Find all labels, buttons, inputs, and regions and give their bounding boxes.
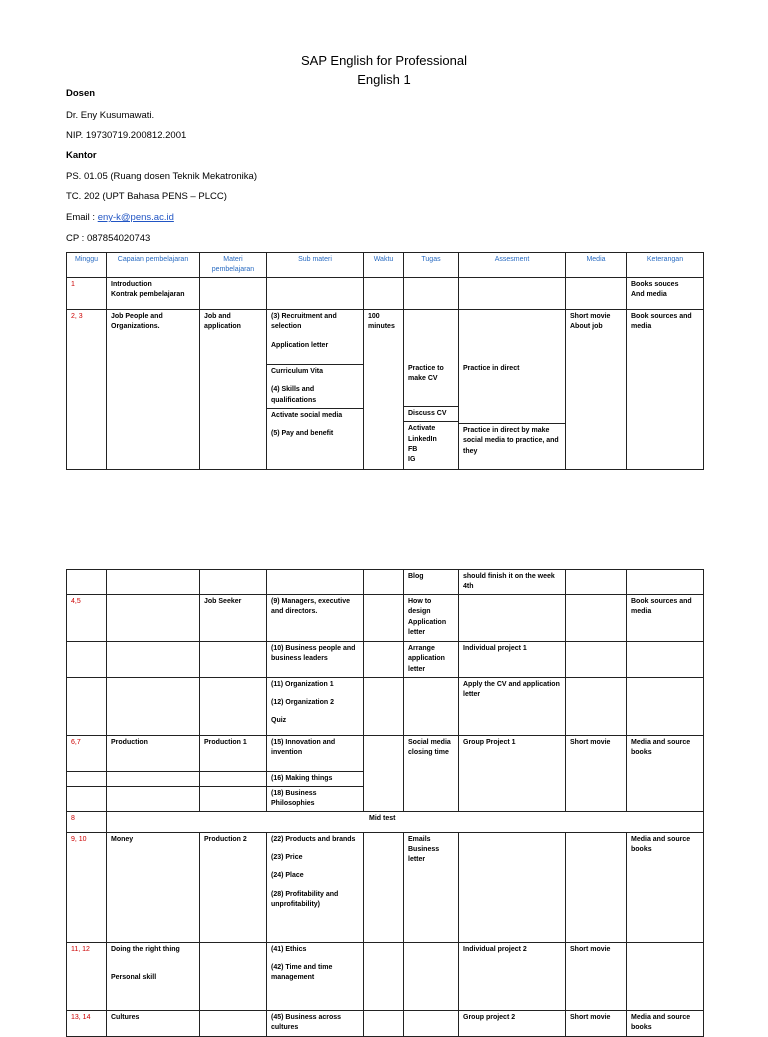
- sub-materi-cell: (18) Business Philosophies: [267, 786, 364, 811]
- table-row: [67, 310, 704, 470]
- capaian-line: Kontrak pembelajaran: [111, 291, 185, 299]
- table-row: [67, 278, 704, 310]
- email-line: [66, 212, 174, 223]
- nip-text: NIP. 19730719.200812.2001: [66, 130, 187, 141]
- sub-materi-item: (4) Skills and qualifications: [271, 386, 317, 404]
- keterangan-cell: Media and source books: [627, 833, 704, 943]
- sub-materi-cell: [267, 943, 364, 1011]
- header-tugas: Tugas: [404, 253, 459, 278]
- capaian-cell: [107, 278, 200, 310]
- capaian-cell: Cultures: [107, 1011, 200, 1037]
- sub-materi-cell: [267, 310, 364, 470]
- assesment-cell: Individual project 1: [459, 642, 566, 677]
- table-row: [67, 812, 704, 833]
- sub-materi-item: Quiz: [271, 716, 287, 724]
- week-cell: 8: [67, 812, 107, 833]
- week-cell: 4,5: [67, 595, 107, 642]
- document-title: SAP English for Professional: [301, 53, 467, 68]
- mid-test-cell: [107, 812, 704, 833]
- week-cell: 9, 10: [67, 833, 107, 943]
- assesment-cell: Apply the CV and application letter: [459, 677, 566, 735]
- table-header-row: [67, 253, 704, 278]
- assesment-item: Practice in direct: [463, 365, 520, 373]
- assesment-cell: Individual project 2: [459, 943, 566, 1011]
- header-assesment: Assesment: [459, 253, 566, 278]
- tugas-cell: How to design Application letter: [404, 595, 459, 642]
- sub-materi-item: (11) Organization 1: [271, 680, 334, 688]
- sub-materi-cell: (15) Innovation and invention: [267, 735, 364, 771]
- header-waktu: Waktu: [364, 253, 404, 278]
- table-row: [67, 735, 704, 771]
- sub-materi-cell: (45) Business across cultures: [267, 1011, 364, 1037]
- document-subtitle: English 1: [357, 72, 411, 87]
- table-row: [67, 677, 704, 735]
- dosen-name: Dr. Eny Kusumawati.: [66, 110, 155, 121]
- keterangan-cell: Media and source books: [627, 1011, 704, 1037]
- week-cell: 6,7: [67, 735, 107, 771]
- room-1: PS. 01.05 (Ruang dosen Teknik Mekatronika): [66, 171, 257, 182]
- week-cell: 1: [67, 278, 107, 310]
- tugas-cell: Blog: [404, 570, 459, 595]
- sub-materi-cell: (16) Making things: [267, 771, 364, 786]
- sub-materi-item: Activate social media: [271, 411, 343, 419]
- assesment-cell: [459, 310, 566, 470]
- tugas-cell: Social media closing time: [404, 735, 459, 811]
- tugas-item: Discuss CV: [404, 406, 458, 421]
- tugas-cell: Arrange application letter: [404, 642, 459, 677]
- tugas-cell: Emails Business letter: [404, 833, 459, 943]
- header-materi: Materi pembelajaran: [200, 253, 267, 278]
- header-capaian: Capaian pembelajaran: [107, 253, 200, 278]
- keterangan-cell: Book sources and media: [627, 310, 704, 470]
- tugas-cell: [404, 310, 459, 470]
- assesment-cell: should finish it on the week 4th: [459, 570, 566, 595]
- materi-cell: Job Seeker: [200, 595, 267, 642]
- header-media: Media: [566, 253, 627, 278]
- sub-materi-item: (5) Pay and benefit: [271, 429, 334, 437]
- week-cell: 2, 3: [67, 310, 107, 470]
- sub-materi-item: (42) Time and time management: [271, 964, 333, 982]
- sub-materi-item: (24) Place: [271, 872, 304, 880]
- email-label: Email :: [66, 212, 98, 223]
- header-sub-materi: Sub materi: [267, 253, 364, 278]
- sub-materi-item: (3) Recruitment and selection: [271, 313, 337, 331]
- syllabus-table-part1: [66, 252, 704, 470]
- tugas-item: Practice to make CV: [408, 365, 444, 383]
- week-cell: 13, 14: [67, 1011, 107, 1037]
- header-keterangan: Keterangan: [627, 253, 704, 278]
- waktu-cell: 100 minutes: [364, 310, 404, 470]
- media-cell: Short movie About job: [566, 310, 627, 470]
- table-row: [67, 595, 704, 642]
- keterangan-cell: Media and source books: [627, 735, 704, 811]
- materi-cell: Production 1: [200, 735, 267, 771]
- dosen-label: Dosen: [66, 88, 96, 99]
- tugas-item: Activate LinkedIn FB IG: [404, 421, 458, 467]
- sub-materi-item: (41) Ethics: [271, 946, 307, 954]
- sub-materi-item: (28) Profitability and unprofitability): [271, 890, 339, 908]
- sub-materi-cell: [267, 833, 364, 943]
- sub-materi-item: Curriculum Vita: [271, 368, 323, 376]
- sub-materi-item: (23) Price: [271, 854, 303, 862]
- week-cell: 11, 12: [67, 943, 107, 1011]
- keterangan-cell: [627, 278, 704, 310]
- keterangan-line: Books souces: [631, 281, 679, 289]
- table-row: [67, 833, 704, 943]
- media-cell: Short movie: [566, 735, 627, 811]
- capaian-line: Introduction: [111, 281, 152, 289]
- syllabus-table-part2: [66, 569, 704, 1037]
- table-row: [67, 943, 704, 1011]
- sub-materi-cell: [267, 677, 364, 735]
- table-row: [67, 570, 704, 595]
- assesment-cell: Group Project 1: [459, 735, 566, 811]
- header-minggu: Minggu: [67, 253, 107, 278]
- media-cell: Short movie: [566, 943, 627, 1011]
- sub-materi-item: (12) Organization 2: [271, 698, 335, 706]
- materi-cell: Production 2: [200, 833, 267, 943]
- room-2: TC. 202 (UPT Bahasa PENS – PLCC): [66, 191, 227, 202]
- email-link[interactable]: eny-k@pens.ac.id: [97, 212, 174, 223]
- capaian-cell: Job People and Organizations.: [107, 310, 200, 470]
- sub-materi-item: (22) Products and brands: [271, 836, 356, 844]
- capaian-cell: Production: [107, 735, 200, 771]
- capaian-cell: Money: [107, 833, 200, 943]
- mid-test-label: Mid test: [369, 815, 396, 823]
- keterangan-line: And media: [631, 291, 667, 299]
- assesment-cell: Group project 2: [459, 1011, 566, 1037]
- materi-cell: Job and application: [200, 310, 267, 470]
- cp-text: CP : 087854020743: [66, 233, 151, 244]
- media-cell: Short movie: [566, 1011, 627, 1037]
- kantor-label: Kantor: [66, 150, 97, 161]
- table-row: [67, 642, 704, 677]
- keterangan-cell: Book sources and media: [627, 595, 704, 642]
- sub-materi-item: Application letter: [271, 341, 329, 349]
- sub-materi-cell: (9) Managers, executive and directors.: [267, 595, 364, 642]
- sub-materi-cell: (10) Business people and business leaders: [267, 642, 364, 677]
- assesment-item: Practice in direct by make social media to practice, and they: [459, 423, 565, 458]
- capaian-cell: Doing the right thing Personal skill: [107, 943, 200, 1011]
